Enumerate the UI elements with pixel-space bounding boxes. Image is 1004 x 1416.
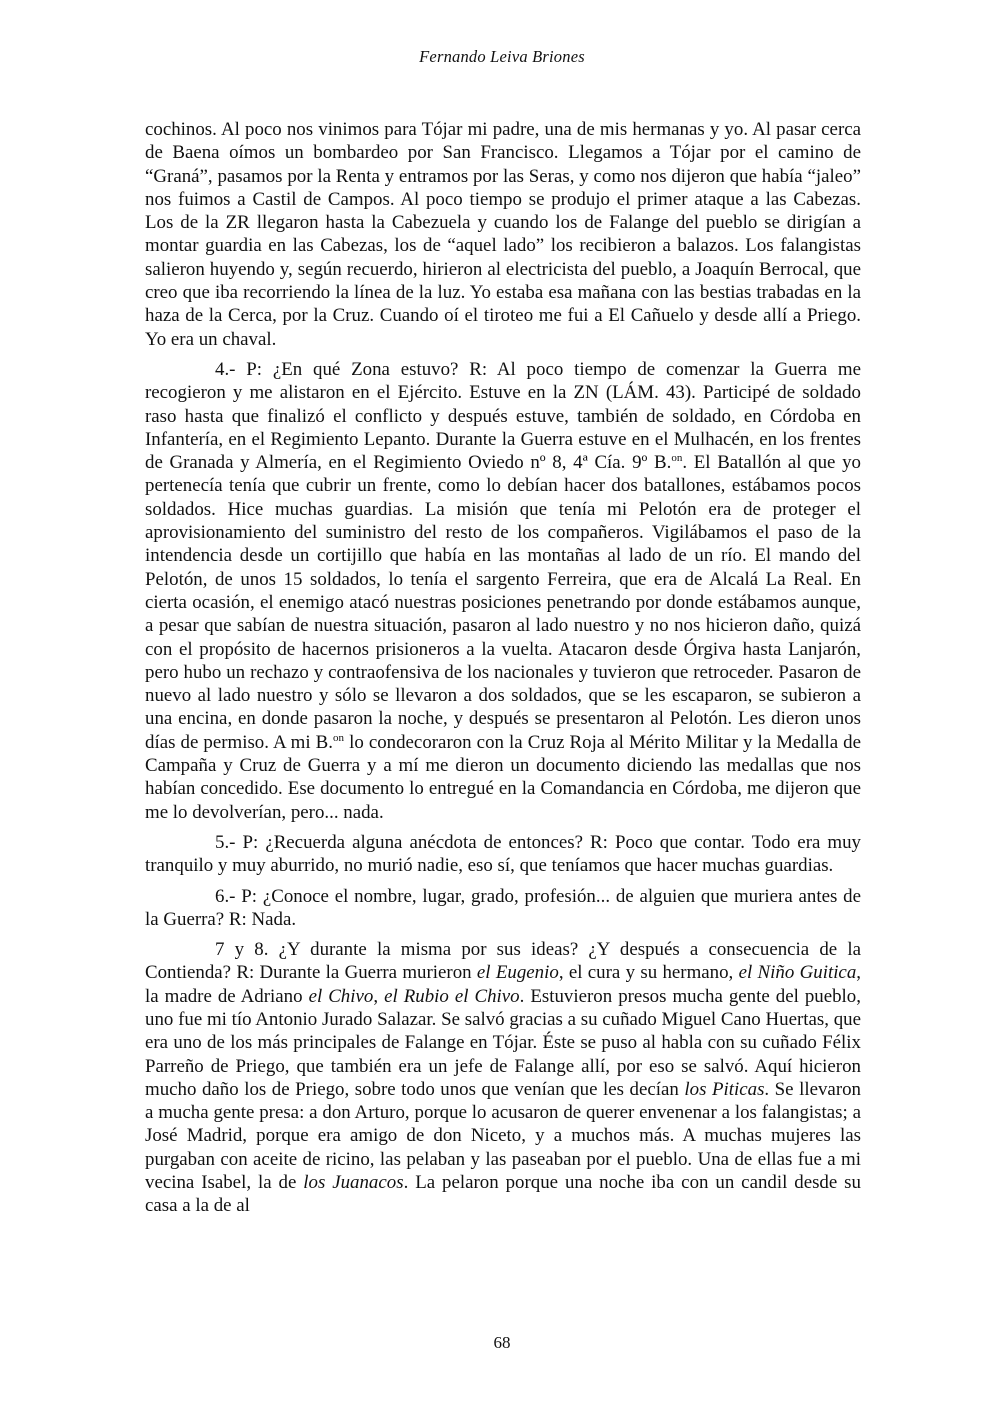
paragraph-text: . La pelaron porque una noche iba con un candil desde su casa a la de al: [145, 1172, 861, 1217]
italic-nickname: el Rubio el Chivo: [384, 985, 520, 1007]
paragraph-text: 4.- P: ¿En qué Zona estuvo? R: Al poco tiempo de comenzar la Guerra me recogieron y me alistaron en el Ejército. Estuve en la ZN (LÁM. 43). Participé de soldado raso hasta que finalizó el conflicto y después estuve, también de soldado, en Córdoba en Infantería, en el Regimiento Lepanto. Durante la Guerra estuve en el Mulhacén, en los frentes de Granada y Almería, en el Regimiento Oviedo nº 8, 4ª Cía. 9º B.: [145, 358, 861, 474]
running-header: Fernando Leiva Briones: [419, 47, 585, 66]
italic-nickname: el Eugenio: [476, 962, 559, 984]
paragraph-text: , el cura y su hermano,: [558, 962, 739, 984]
superscript-text: on: [671, 452, 683, 465]
paragraph-text: . Estuvieron presos mucha gente del pueblo, uno fue mi tío Antonio Jurado Salazar. Se salvó gracias a su cuñado Miguel Cano Huertas, que era uno de los más principales de Falange en Tójar. Éste se puso al habla con su cuñado Félix Parreño de Priego, que también era un jefe de Falange allí, por eso se salvó. Aquí hicieron mucho daño los de Priego, sobre todo unos que venían que les decían: [145, 985, 861, 1100]
paragraph-text: 6.- P: ¿Conoce el nombre, lugar, grado, profesión... de alguien que muriera antes de la Guerra? R: Nada.: [145, 885, 861, 930]
italic-nickname: los Juanacos: [303, 1172, 404, 1194]
paragraph-text: . Se llevaron a mucha gente presa: a don Arturo, porque lo acusaron de querer envenenar a los falangistas; a José Madrid, porque era amigo de don Niceto, y a muchos más. A muchas mujeres las purgaban con aceite de ricino, las pelaban y las paseaban por el pueblo. Una de ellas fue a mi vecina Isabel, la de: [145, 1078, 861, 1194]
superscript-text: on: [333, 731, 344, 744]
continued-paragraph: [145, 118, 861, 351]
paragraph-text: cochinos. Al poco nos vinimos para Tójar mi padre, una de mis hermanas y yo. Al pasar cerca de Baena oímos un bombardeo por San Francisco. Llegamos a Tójar por el camino de “Graná”, pasamos por la Renta y entramos por las Seras, y como nos dijeron que había “jaleo” nos fuimos a Castil de Campos. Al poco tiempo se produjo el primer ataque a las Cabezas. Los de la ZR llegaron hasta la Cabezuela y cuando los de Falange del pueblo se dirigían a montar guardia en las Cabezas, los de “aquel lado” los recibieron a balazos. Los falangistas salieron huyendo y, según recuerdo, hirieron al electricista del pueblo, a Joaquín Berrocal, que creo que iba recorriendo la línea de la luz. Yo estaba esa mañana con las bestias trabadas en la haza de la Cerca, por la Cruz. Cuando oí el tiroteo me fui a El Cañuelo y desde allí a Priego. Yo era un chaval.: [145, 119, 861, 350]
paragraph-text: 7 y 8. ¿Y durante la misma por sus ideas? ¿Y después a consecuencia de la Contienda? R: Durante la Guerra murieron: [145, 939, 861, 984]
question-paragraph: [145, 885, 861, 932]
paragraph-text: ,: [373, 985, 385, 1007]
italic-nickname: el Chivo: [308, 985, 374, 1007]
question-paragraph: [145, 358, 861, 824]
question-paragraph: [145, 938, 861, 1218]
paragraph-text: 5.- P: ¿Recuerda alguna anécdota de entonces? R: Poco que contar. Todo era muy tranquilo y muy aburrido, no murió nadie, eso sí, que teníamos que hacer muchas guardias.: [145, 831, 861, 877]
body-text: [145, 118, 861, 1218]
italic-nickname: el Niño Guitica: [738, 962, 857, 984]
paragraph-text: , la madre de Adriano: [145, 962, 862, 1007]
page-number: 68: [493, 1333, 511, 1352]
question-paragraph: [145, 831, 861, 878]
paragraph-text: . El Batallón al que yo pertenecía tenía que cubrir un frente, como lo debían hacer dos batallones, estábamos pocos soldados. Hice muchas guardias. La misión que tenía mi Pelotón era de proteger el aprovisionamiento del suministro del resto de los compañeros. Vigilábamos el paso de la intendencia desde un cortijillo que había en las montañas al lado de un río. El mando del Pelotón, de unos 15 soldados, lo tenía el sargento Ferreira, que era de Alcalá La Real. En cierta ocasión, el enemigo atacó nuestras posiciones penetrando por donde estábamos aunque, a pesar que sabían de nuestra situación, pasaron al lado nuestro y no nos hicieron daño, quizá con el propósito de hacernos prisioneros a la vuelta. Atacaron desde Órgiva hasta Lanjarón, pero hubo un rechazo y contraofensiva de los nacionales y tuvieron que retroceder. Pasaron de nuevo al lado nuestro y sólo se llevaron a dos soldados, que se les escaparon, se subieron a una encina, en donde pasaron la noche, y después se presentaron al Pelotón. Les dieron unos días de permiso. A mi B.: [145, 452, 861, 753]
paragraph-text: lo condecoraron con la Cruz Roja al Mérito Militar y la Medalla de Campaña y Cruz de Guerra y a mí me dieron un documento diciendo las medallas que nos habían concedido. Ese documento lo entregué en la Comandancia en Córdoba, me dijeron que me lo devolverían, pero... nada.: [145, 731, 861, 823]
italic-nickname: los Piticas: [684, 1078, 765, 1100]
